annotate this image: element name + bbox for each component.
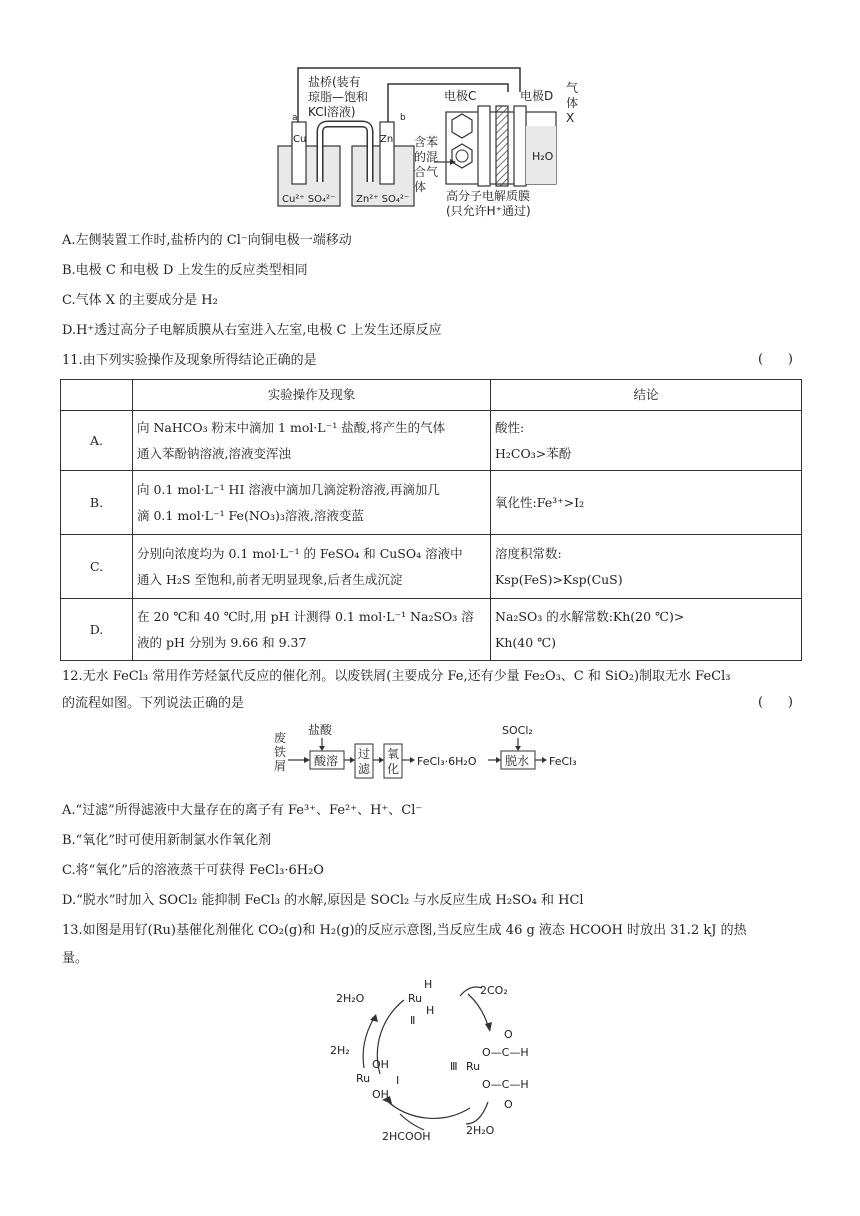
electrode-c-label: 电极C xyxy=(444,89,477,103)
flow-step3: 氧化 xyxy=(387,747,400,776)
q11-answer-paren: ( ) xyxy=(758,352,793,367)
cyclohexane-icon xyxy=(452,114,472,138)
ru-ii-h2: H xyxy=(426,1004,435,1017)
row-c-label: C. xyxy=(61,535,133,599)
cycle-h2-in: 2H₂ xyxy=(330,1044,350,1057)
ru-iii-formate2: O—C—H xyxy=(482,1078,529,1091)
salt-bridge-label: 盐桥(装有琼脂—饱和 KCl溶液) xyxy=(308,75,369,119)
ru-i-oh2: OH xyxy=(372,1088,389,1101)
cu-so4-label: Cu²⁺ SO₄²⁻ xyxy=(282,194,336,205)
benzene-gas-label: 含苯的混合气体 xyxy=(414,135,439,194)
roman-i: Ⅰ xyxy=(396,1074,400,1087)
catalytic-cycle-diagram xyxy=(320,974,560,1146)
gas-x-label: 气体 X xyxy=(566,81,579,125)
label-a: a xyxy=(292,113,298,123)
flow-input: 废铁屑 xyxy=(274,731,287,773)
ru-i-oh1: OH xyxy=(372,1058,389,1071)
row-a-operation: 向 NaHCO₃ 粉末中滴加 1 mol·L⁻¹ 盐酸,将产生的气体 通入苯酚钠溶液,溶液变浑浊 xyxy=(133,411,491,471)
membrane xyxy=(496,106,508,186)
membrane-label: 高分子电解质膜(只允许H⁺通过) xyxy=(446,189,531,218)
ru-ii-h1: H xyxy=(424,978,433,991)
q12-stem-line1: 12.无水 FeCl₃ 常用作芳烃氯代反应的催化剂。以废铁屑(主要成分 Fe,还有少量 Fe₂O₃、C 和 SiO₂)制取无水 FeCl₃ xyxy=(62,669,731,684)
q12-option-a: A.“过滤”所得滤液中大量存在的离子有 Fe³⁺、Fe²⁺、H⁺、Cl⁻ xyxy=(62,803,423,818)
row-c-operation: 分别向浓度均为 0.1 mol·L⁻¹ 的 FeSO₄ 和 CuSO₄ 溶液中 通入 H₂S 至饱和,前者无明显现象,后者生成沉淀 xyxy=(133,535,491,599)
electrode-d-label: 电极D xyxy=(520,89,554,103)
row-b-conclusion: 氧化性:Fe³⁺>I₂ xyxy=(491,471,802,535)
row-a-conclusion: 酸性: H₂CO₃>苯酚 xyxy=(491,411,802,471)
flow-product2: FeCl₃ xyxy=(549,755,577,768)
q12-stem-line2: 的流程如图。下列说法正确的是 xyxy=(62,696,245,711)
ru-ii: Ru xyxy=(408,992,423,1005)
electrode-d xyxy=(514,106,526,186)
flow-step1: 酸溶 xyxy=(314,754,339,768)
header-blank xyxy=(61,380,133,411)
q10-option-a: A.左侧装置工作时,盐桥内的 Cl⁻向铜电极一端移动 xyxy=(62,233,352,248)
ru-iii-o-top: O xyxy=(504,1028,513,1041)
q13-stem-line1: 13.如图是用钌(Ru)基催化剂催化 CO₂(g)和 H₂(g)的反应示意图,当反应生成 46 g 液态 HCOOH 时放出 31.2 kJ 的热 xyxy=(62,923,747,938)
roman-iii: Ⅲ xyxy=(450,1060,458,1073)
flow-step2: 过滤 xyxy=(358,747,371,776)
benzene-icon xyxy=(452,144,472,168)
flow-product1: FeCl₃·6H₂O xyxy=(417,755,477,768)
electrochem-figure xyxy=(270,62,610,222)
header-operation: 实验操作及现象 xyxy=(133,380,491,411)
cu-electrode xyxy=(292,122,306,184)
experiment-table xyxy=(60,379,802,661)
q12-answer-paren: ( ) xyxy=(758,695,793,710)
row-d-label: D. xyxy=(61,599,133,661)
row-a-label: A. xyxy=(61,411,133,471)
header-conclusion: 结论 xyxy=(491,380,802,411)
q11-stem: 11.由下列实验操作及现象所得结论正确的是 xyxy=(62,353,317,368)
row-c-conclusion: 溶度积常数: Ksp(FeS)>Ksp(CuS) xyxy=(491,535,802,599)
flow-step4: 脱水 xyxy=(505,754,530,768)
cycle-h2o-in: 2H₂O xyxy=(466,1124,495,1137)
row-b-operation: 向 0.1 mol·L⁻¹ HI 溶液中滴加几滴淀粉溶液,再滴加几 滴 0.1 mol·L⁻¹ Fe(NO₃)₃溶液,溶液变蓝 xyxy=(133,471,491,535)
q12-option-d: D.“脱水”时加入 SOCl₂ 能抑制 FeCl₃ 的水解,原因是 SOCl₂ 与水反应生成 H₂SO₄ 和 HCl xyxy=(62,893,584,908)
cu-label: Cu xyxy=(293,134,307,145)
electrode-c xyxy=(478,106,490,186)
label-b: b xyxy=(400,113,406,123)
cycle-hcooh-out: 2HCOOH xyxy=(382,1130,431,1143)
ru-iii-o-bottom: O xyxy=(504,1098,513,1111)
flow-socl2: SOCl₂ xyxy=(502,724,533,737)
zn-electrode xyxy=(380,122,394,184)
q10-option-d: D.H⁺透过高分子电解质膜从右室进入左室,电极 C 上发生还原反应 xyxy=(62,323,442,338)
cycle-co2-in: 2CO₂ xyxy=(480,984,508,997)
zn-so4-label: Zn²⁺ SO₄²⁻ xyxy=(356,194,410,205)
row-d-operation: 在 20 ℃和 40 ℃时,用 pH 计测得 0.1 mol·L⁻¹ Na₂SO₃ 溶 液的 pH 分别为 9.66 和 9.37 xyxy=(133,599,491,661)
cycle-h2o-out: 2H₂O xyxy=(336,992,365,1005)
ru-iii: Ru xyxy=(466,1060,481,1073)
q13-stem-line2: 量。 xyxy=(62,951,89,966)
flow-hcl: 盐酸 xyxy=(308,723,333,737)
ru-i: Ru xyxy=(356,1072,371,1085)
ru-iii-formate1: O—C—H xyxy=(482,1046,529,1059)
row-d-conclusion: Na₂SO₃ 的水解常数:Kh(20 ℃)> Kh(40 ℃) xyxy=(491,599,802,661)
q12-option-c: C.将“氧化”后的溶液蒸干可获得 FeCl₃·6H₂O xyxy=(62,863,324,878)
zn-label: Zn xyxy=(380,134,394,145)
q12-option-b: B.“氧化”时可使用新制氯水作氧化剂 xyxy=(62,833,271,848)
q10-option-b: B.电极 C 和电极 D 上发生的反应类型相同 xyxy=(62,263,308,278)
process-flow-diagram xyxy=(270,722,590,788)
h2o-label: H₂O xyxy=(532,150,554,163)
row-b-label: B. xyxy=(61,471,133,535)
roman-ii: Ⅱ xyxy=(410,1014,416,1027)
q10-option-c: C.气体 X 的主要成分是 H₂ xyxy=(62,293,218,308)
